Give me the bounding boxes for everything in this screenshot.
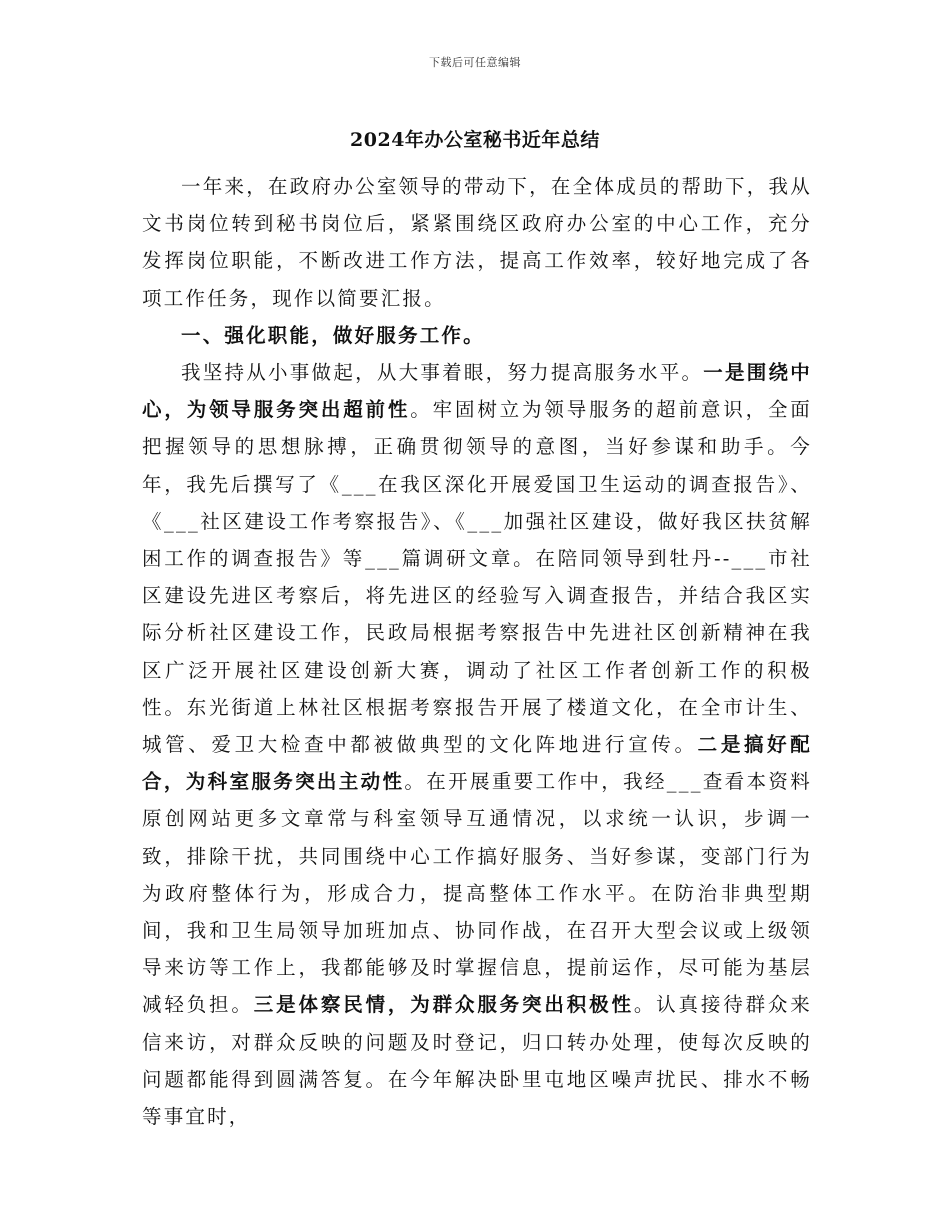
bold-point-3: 三是体察民情，为群众服务突出积极性	[253, 993, 634, 1017]
body-paragraph	[142, 354, 812, 1135]
paragraph-text: 。认真接待群众来信来访，对群众反映的问题及时登记，归口转办处理，使每次反映的问题都能得到圆满答复。在今年解决卧里屯地区噪声扰民、排水不畅等事宜时，	[142, 993, 812, 1129]
header-note: 下载后可任意编辑	[429, 56, 521, 69]
paragraph-text: 。牢固树立为领导服务的超前意识，全面把握领导的思想脉搏，正确贯彻领导的意图，当好参谋和助手。今年，我先后撰写了《___在我区深化开展爱国卫生运动的调查报告》、《___社区建设工作考察报告》、《___加强社区建设，做好我区扶贫解困工作的调查报告》等___篇调研文章。在陪同领导到牡丹--___市社区建设先进区考察后，将先进区的经验写入调查报告，并结合我区实际分析社区建设工作，民政局根据考察报告中先进社区创新精神在我区广泛开展社区建设创新大赛，调动了社区工作者创新工作的积极性。东光街道上林社区根据考察报告开展了楼道文化，在全市计生、城管、爱卫大检查中都被做典型的文化阵地进行宣传。	[142, 398, 812, 757]
paragraph-text: 我坚持从小事做起，从大事着眼，努力提高服务水平。	[181, 361, 704, 385]
bold-point-1: 一是围绕中心，为领导服务突出超前性	[142, 361, 812, 422]
intro-paragraph: 一年来，在政府办公室领导的带动下，在全体成员的帮助下，我从文书岗位转到秘书岗位后，紧紧围绕区政府办公室的中心工作，充分发挥岗位职能，不断改进工作方法，提高工作效率，较好地完成了各项工作任务，现作以简要汇报。	[142, 175, 812, 310]
document-title: 2024年办公室秘书近年总结	[350, 129, 600, 151]
document-body	[142, 168, 812, 1135]
paragraph-text: 。在开展重要工作中，我经___查看本资料原创网站更多文章常与科室领导互通情况，以求统一认识，步调一致，排除干扰，共同围绕中心工作搞好服务、当好参谋，变部门行为为政府整体行为，形成合力，提高整体工作水平。在防治非典型期间，我和卫生局领导加班加点、协同作战，在召开大型会议或上级领导来访等工作上，我都能够及时掌握信息，提前运作，尽可能为基层减轻负担。	[142, 770, 812, 1017]
bold-point-2: 二是搞好配合，为科室服务突出主动性	[142, 733, 812, 794]
section-heading: 一、强化职能，做好服务工作。	[181, 323, 485, 347]
